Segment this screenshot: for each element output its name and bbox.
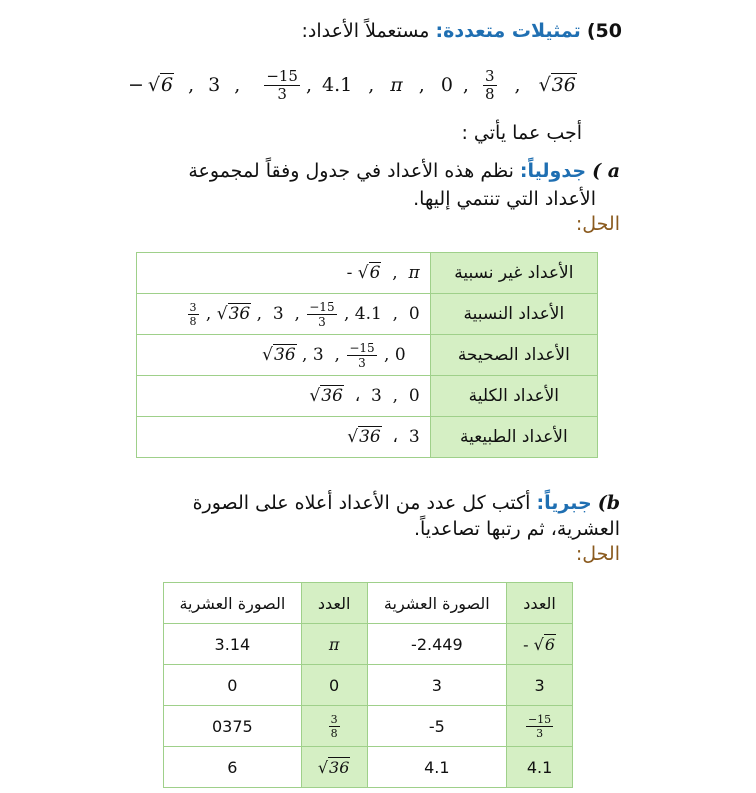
- decimal-cell: 0375: [164, 706, 302, 747]
- decimal-cell: 0: [164, 665, 302, 706]
- num-cell: 4.1: [507, 747, 573, 788]
- num-cell: √36: [301, 747, 367, 788]
- pi-value: π: [390, 74, 403, 96]
- decimal-cell: -5: [367, 706, 507, 747]
- table-row: [137, 335, 598, 376]
- decimal-cell: -2.449: [367, 624, 507, 665]
- row-label: الأعداد النسبية: [430, 294, 597, 335]
- answer-prompt: أجب عما يأتي :: [461, 122, 582, 144]
- part-a-text1: نظم هذه الأعداد في جدول وفقاً لمجموعة: [188, 160, 514, 182]
- decimal-cell: 4.1: [367, 747, 507, 788]
- part-b-letter: b): [597, 492, 620, 514]
- decimal-cell: 6: [164, 747, 302, 788]
- fraction-minus15-3: $\frac{-15}{3}$: [266, 66, 298, 103]
- row-label: الأعداد الصحيحة: [430, 335, 597, 376]
- natural-values: √36 ، 3: [137, 417, 431, 458]
- table-row: [137, 376, 598, 417]
- header-num-right: العدد: [507, 583, 573, 624]
- row-label: الأعداد الطبيعية: [430, 417, 597, 458]
- decimal-value: 4.1: [322, 74, 353, 96]
- num-cell: $\frac{3}{8}$: [301, 706, 367, 747]
- sqrt6-value: √6: [147, 74, 174, 96]
- rational-values: $\frac{3}{8}$ , √36 , 3 , $\frac{-15}{3}$ , 4.1 , 0: [137, 294, 431, 335]
- num-cell: $\frac{-15}{3}$: [507, 706, 573, 747]
- part-b-text1: أكتب كل عدد من الأعداد أعلاه على الصورة: [192, 492, 531, 514]
- problem-number: 50): [586, 20, 622, 42]
- header-num-left: العدد: [301, 583, 367, 624]
- problem-title: تمثيلات متعددة:: [435, 20, 581, 42]
- part-a-line1: [188, 160, 620, 182]
- row-label: الأعداد غير نسبية: [430, 253, 597, 294]
- zero-value: 0: [440, 74, 453, 96]
- part-a-text2: الأعداد التي تنتمي إليها.: [413, 188, 596, 210]
- decimal-cell: 3.14: [164, 624, 302, 665]
- num-cell: - √6: [507, 624, 573, 665]
- table-row: [164, 624, 573, 665]
- decimal-cell: 3: [367, 665, 507, 706]
- part-b-solution-label: الحل:: [575, 543, 620, 565]
- fraction-3-8: $\frac{3}{8}$: [484, 66, 495, 103]
- problem-instruction: مستعملاً الأعداد:: [301, 20, 430, 42]
- table-row: [137, 417, 598, 458]
- num-cell: 0: [301, 665, 367, 706]
- numbers-list: − √6 , 3 , $\frac{-15}{3}$ , 4.1 , π , 0 , $\frac{3}{8}$ , √36: [128, 66, 576, 103]
- table-header-row: [164, 583, 573, 624]
- decimal-table: [163, 582, 573, 788]
- row-label: الأعداد الكلية: [430, 376, 597, 417]
- num-cell: 3: [507, 665, 573, 706]
- part-b-title: جبرياً:: [536, 492, 592, 514]
- num-cell: π: [301, 624, 367, 665]
- whole-values: √36 ، 3 , 0: [137, 376, 431, 417]
- table-row: [137, 253, 598, 294]
- integer-values: √36 , 3 , $\frac{-15}{3}$ , 0: [137, 335, 431, 376]
- minus-sign: −: [128, 74, 144, 96]
- table-row: [164, 747, 573, 788]
- three-value: 3: [208, 74, 221, 96]
- header-decimal-right: الصورة العشرية: [367, 583, 507, 624]
- problem-heading: [302, 20, 623, 42]
- part-a-title: جدولياً:: [519, 160, 587, 182]
- table-row: [164, 706, 573, 747]
- irrational-values: - √6 , π: [137, 253, 431, 294]
- part-a-letter: a ): [592, 160, 620, 182]
- header-decimal-left: الصورة العشرية: [164, 583, 302, 624]
- part-b-text2: العشرية، ثم رتبها تصاعدياً.: [413, 518, 620, 540]
- sqrt36-value: √36: [538, 74, 576, 96]
- part-b-line1: [193, 492, 620, 514]
- classification-table: [136, 252, 598, 458]
- part-a-solution-label: الحل:: [575, 213, 620, 235]
- table-row: [137, 294, 598, 335]
- table-row: [164, 665, 573, 706]
